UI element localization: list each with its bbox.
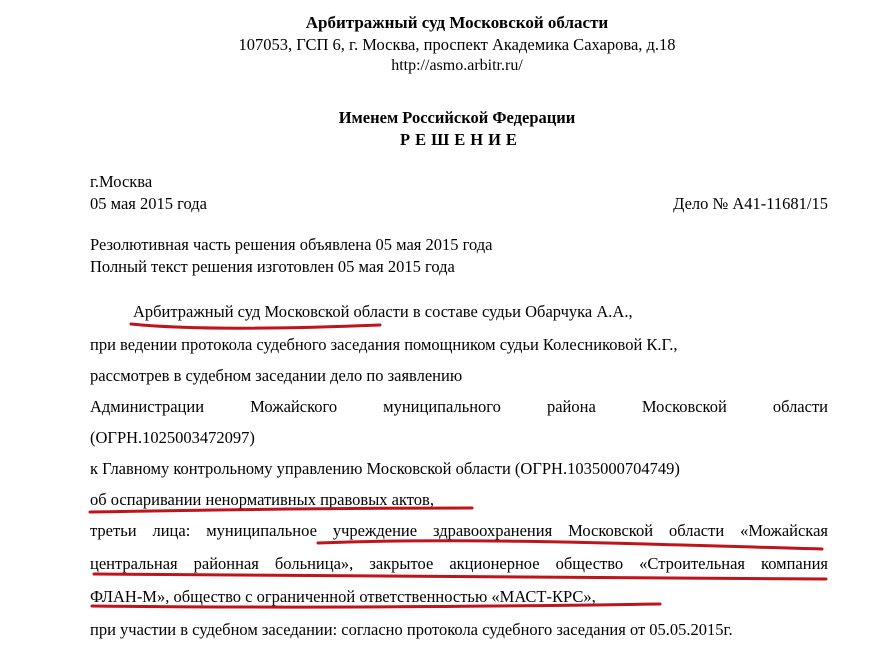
third-parties-line-1: третьи лица: муниципальное учреждение здравоохранения Московской области «Можайская: [90, 521, 828, 540]
underline-court-composition: [131, 324, 380, 328]
participants-line: при участии в судебном заседании: согласно протокола судебного заседания от 05.05.2015г.: [90, 620, 733, 639]
third-parties-line-2: центральная районная больница», закрытое акционерное общество «Строительная компания: [90, 554, 828, 573]
underline-third-parties-2: [94, 574, 826, 579]
applicant-line-1: Администрации Можайского муниципального района Московской области: [90, 397, 828, 416]
case-number: Дело № А41-11681/15: [673, 194, 828, 213]
city: г.Москва: [90, 172, 153, 191]
subject-line: об оспаривании ненормативных правовых актов,: [90, 490, 434, 509]
court-composition: Арбитражный суд Московской области в составе судьи Обарчука А.А.,: [133, 302, 633, 321]
court-name: Арбитражный суд Московской области: [305, 13, 609, 32]
protocol-line: при ведении протокола судебного заседания помощником судьи Колесниковой К.Г.,: [90, 335, 678, 354]
applicant-line-2: (ОГРН.1025003472097): [90, 428, 255, 447]
considered-line: рассмотрев в судебном заседании дело по заявлению: [90, 366, 463, 385]
in-the-name-heading: Именем Российской Федерации: [338, 108, 576, 127]
full-text-prepared: Полный текст решения изготовлен 05 мая 2015 года: [90, 257, 455, 276]
decision-heading: РЕШЕНИЕ: [400, 130, 522, 149]
underline-third-parties-1: [318, 541, 822, 549]
decision-date: 05 мая 2015 года: [90, 194, 207, 213]
operative-part-announced: Резолютивная часть решения объявлена 05 мая 2015 года: [90, 235, 493, 254]
respondent-line: к Главному контрольному управлению Московской области (ОГРН.1035000704749): [90, 459, 680, 478]
court-website: http://asmo.arbitr.ru/: [391, 57, 523, 74]
court-address: 107053, ГСП 6, г. Москва, проспект Академика Сахарова, д.18: [238, 35, 676, 54]
third-parties-line-3: ФЛАН-М», общество с ограниченной ответственностью «МАСТ-КРС»,: [90, 587, 596, 606]
